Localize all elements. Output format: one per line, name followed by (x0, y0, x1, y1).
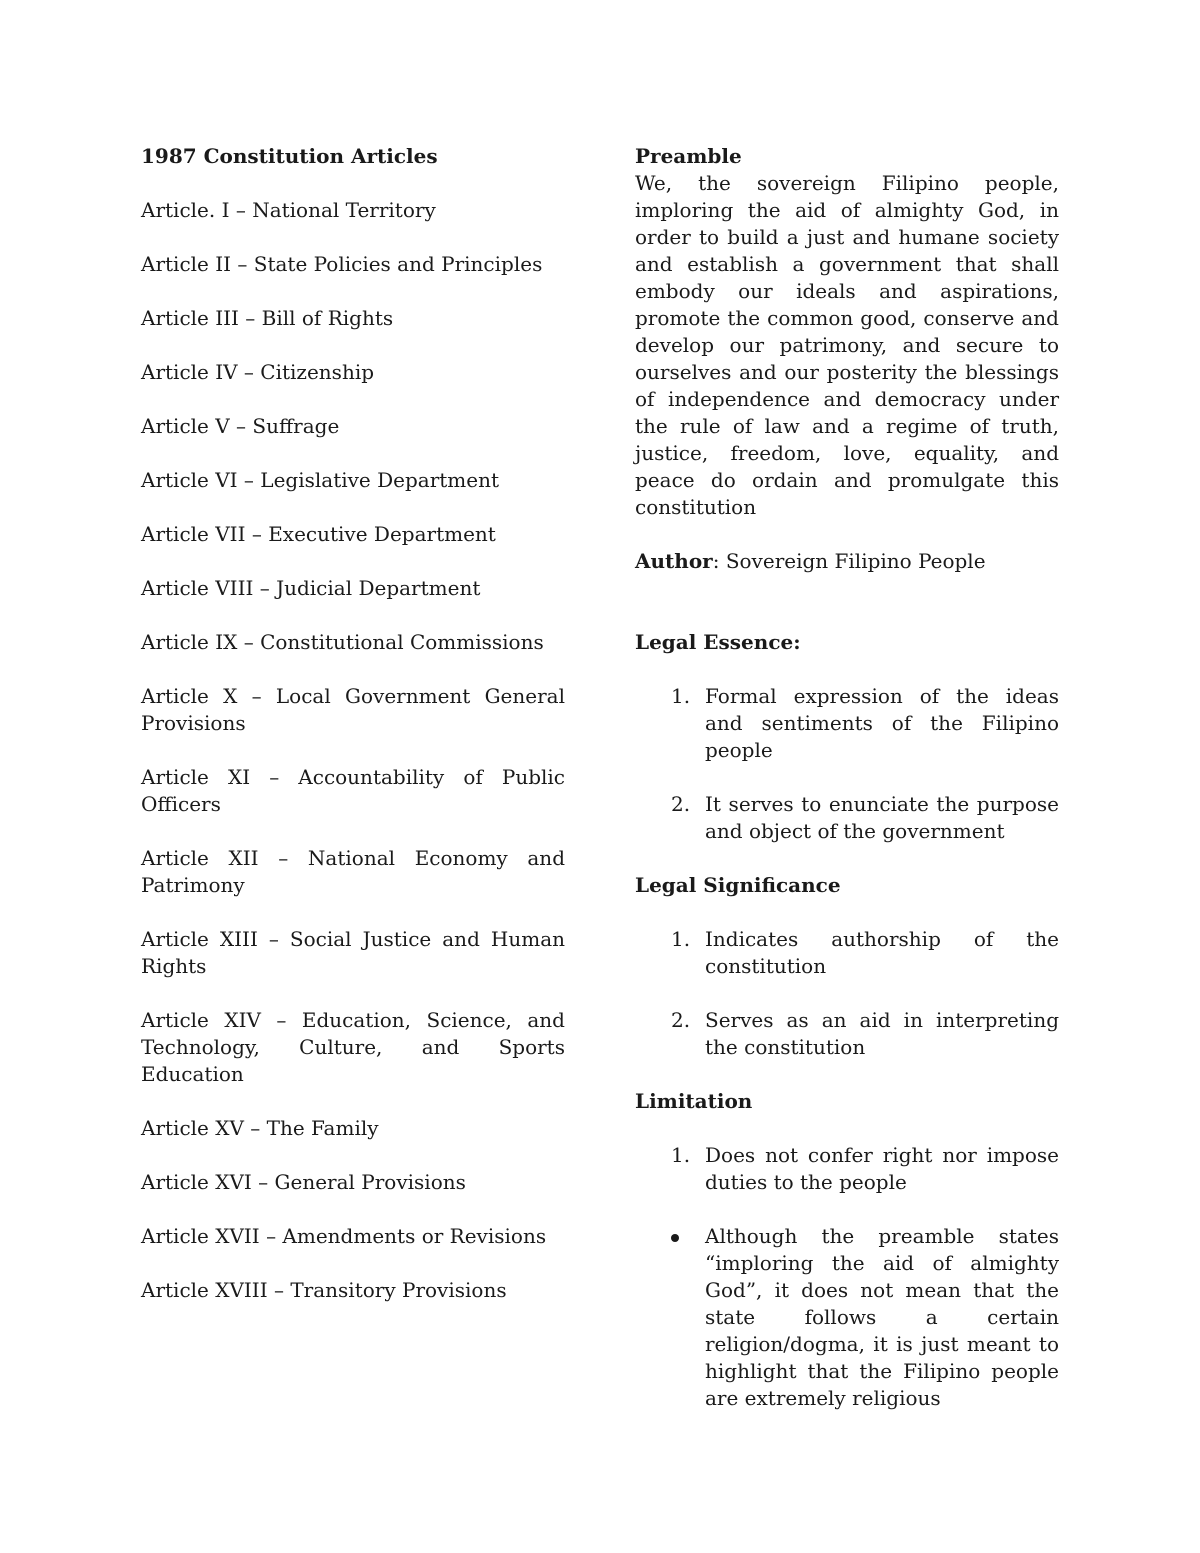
bullet-icon (671, 1234, 679, 1242)
article-item: Article III – Bill of Rights (141, 306, 394, 330)
article-item: Article XV – The Family (141, 1116, 379, 1140)
article-item: Article. I – National Territory (141, 198, 436, 222)
bullet-item (635, 1223, 1059, 1412)
list-text: Serves as an aid in interpreting the constitution (705, 1008, 1059, 1059)
legal-essence-list (635, 683, 1059, 845)
preamble-column (635, 143, 1059, 1412)
author-label: Author (635, 549, 713, 573)
list-text: Does not confer right nor impose duties to the people (705, 1143, 1059, 1194)
article-item: Article XVIII – Transitory Provisions (141, 1278, 507, 1302)
legal-significance-list (635, 926, 1059, 1061)
article-item: Article VIII – Judicial Department (141, 576, 481, 600)
list-number: 1. (671, 684, 691, 708)
article-item: Article IX – Constitutional Commissions (141, 630, 544, 654)
list-item (635, 1007, 1059, 1061)
article-item: Article XVI – General Provisions (141, 1170, 466, 1194)
list-text: Formal expression of the ideas and sentiments of the Filipino people (705, 684, 1059, 762)
article-item: Article VI – Legislative Department (141, 468, 500, 492)
author-value: : Sovereign Filipino People (712, 549, 986, 573)
list-text: Indicates authorship of the constitution (705, 927, 1059, 978)
list-number: 1. (671, 927, 691, 951)
list-number: 2. (671, 792, 691, 816)
bullet-text: Although the preamble states “imploring the aid of almighty God”, it does not mean that the state follows a certain religion/dogma, it is just meant to highlight that the Filipino people are extremely religious (705, 1224, 1059, 1410)
list-item (635, 1142, 1059, 1196)
preamble-text: We, the sovereign Filipino people, imploring the aid of almighty God, in order to build a just and humane society and establish a government that shall embody our ideals and aspirations, promote the common good, conserve and develop our patrimony, and secure to ourselves and our posterity the blessings of independence and democracy under the rule of law and a regime of truth, justice, freedom, love, equality, and peace do ordain and promulgate this constitution (635, 171, 1059, 519)
list-item (635, 791, 1059, 845)
article-item: Article X – Local Government General Provisions (141, 684, 565, 735)
article-item: Article XIV – Education, Science, and Technology, Culture, and Sports Education (141, 1008, 565, 1086)
article-item: Article II – State Policies and Principles (141, 252, 543, 276)
limitation-list (635, 1142, 1059, 1412)
article-item: Article IV – Citizenship (141, 360, 375, 384)
list-text: It serves to enunciate the purpose and object of the government (705, 792, 1059, 843)
list-item (635, 683, 1059, 764)
article-item: Article XII – National Economy and Patrimony (141, 846, 565, 897)
list-number: 2. (671, 1008, 691, 1032)
article-item: Article XI – Accountability of Public Officers (141, 765, 565, 816)
list-number: 1. (671, 1143, 691, 1167)
preamble-heading: Preamble (635, 144, 742, 168)
legal-significance-heading: Legal Significance (635, 873, 841, 897)
author-line (635, 548, 1059, 575)
list-item (635, 926, 1059, 980)
article-item: Article V – Suffrage (141, 414, 340, 438)
legal-essence-heading: Legal Essence: (635, 630, 801, 654)
articles-column (141, 143, 565, 1304)
articles-title: 1987 Constitution Articles (141, 144, 438, 168)
articles-list (141, 197, 565, 1304)
article-item: Article VII – Executive Department (141, 522, 496, 546)
article-item: Article XVII – Amendments or Revisions (141, 1224, 547, 1248)
limitation-heading: Limitation (635, 1089, 753, 1113)
article-item: Article XIII – Social Justice and Human Rights (141, 927, 565, 978)
